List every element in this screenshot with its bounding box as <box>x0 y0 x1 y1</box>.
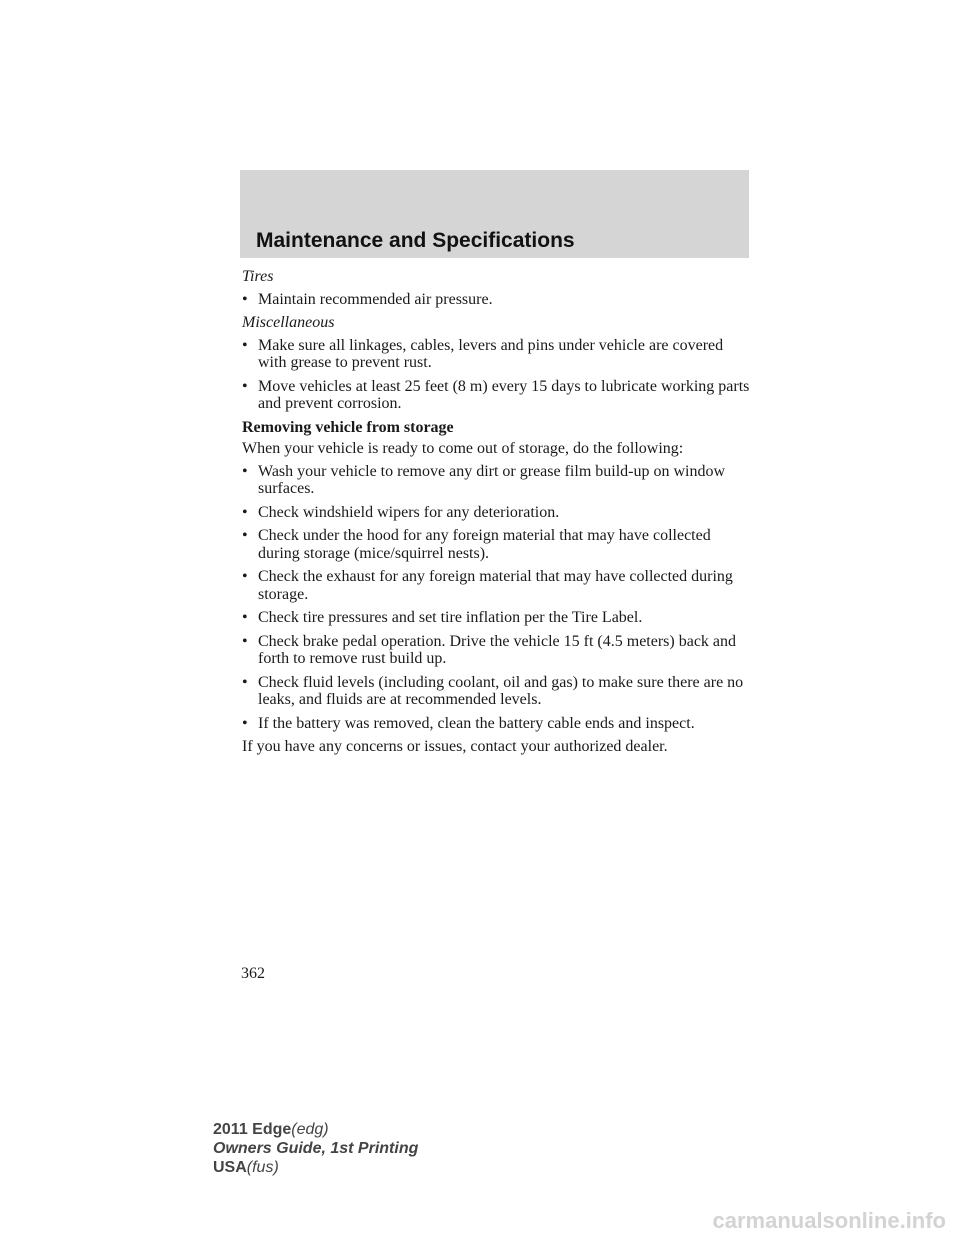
page-number: 362 <box>241 965 265 982</box>
list-item: • If the battery was removed, clean the battery cable ends and inspect. <box>242 715 754 733</box>
list-item: • Make sure all linkages, cables, levers and pins under vehicle are covered with grease to prevent rust. <box>242 337 754 372</box>
list-item: • Check under the hood for any foreign material that may have collected during storage (mice/squirrel nests). <box>242 527 754 562</box>
footer-line-model <box>213 1120 418 1139</box>
list-item: • Check the exhaust for any foreign material that may have collected during storage. <box>242 568 754 603</box>
removing-vehicle-heading: Removing vehicle from storage <box>242 418 454 436</box>
list-item: • Wash your vehicle to remove any dirt or grease film build-up on window surfaces. <box>242 463 754 498</box>
page-content <box>242 268 754 761</box>
removing-intro: When your vehicle is ready to come out of storage, do the following: <box>242 440 684 457</box>
miscellaneous-heading: Miscellaneous <box>242 314 335 331</box>
footer-market-code: (fus) <box>246 1159 279 1176</box>
tires-list <box>242 291 754 309</box>
site-watermark: carmanualsonline.info <box>712 1208 946 1233</box>
tires-heading: Tires <box>242 268 274 285</box>
footer-market: USA <box>213 1159 247 1176</box>
list-item: • Move vehicles at least 25 feet (8 m) every 15 days to lubricate working parts and prevent corrosion. <box>242 378 754 413</box>
print-footer <box>213 1120 418 1177</box>
section-title: Maintenance and Specifications <box>256 229 575 252</box>
list-item: • Check fluid levels (including coolant, oil and gas) to make sure there are no leaks, and fluids are at recommended levels. <box>242 674 754 709</box>
list-item: • Check tire pressures and set tire inflation per the Tire Label. <box>242 609 754 627</box>
footer-model: 2011 Edge <box>213 1121 292 1138</box>
list-item: • Maintain recommended air pressure. <box>242 291 754 309</box>
footer-line-printing: Owners Guide, 1st Printing <box>213 1140 419 1157</box>
miscellaneous-list <box>242 337 754 413</box>
closing-paragraph: If you have any concerns or issues, contact your authorized dealer. <box>242 738 668 755</box>
footer-model-code: (edg) <box>291 1121 329 1138</box>
section-header-band <box>240 170 749 258</box>
list-item: • Check brake pedal operation. Drive the vehicle 15 ft (4.5 meters) back and forth to remove rust build up. <box>242 633 754 668</box>
footer-line-market <box>213 1158 418 1177</box>
removing-list <box>242 463 754 733</box>
list-item: • Check windshield wipers for any deterioration. <box>242 504 754 522</box>
